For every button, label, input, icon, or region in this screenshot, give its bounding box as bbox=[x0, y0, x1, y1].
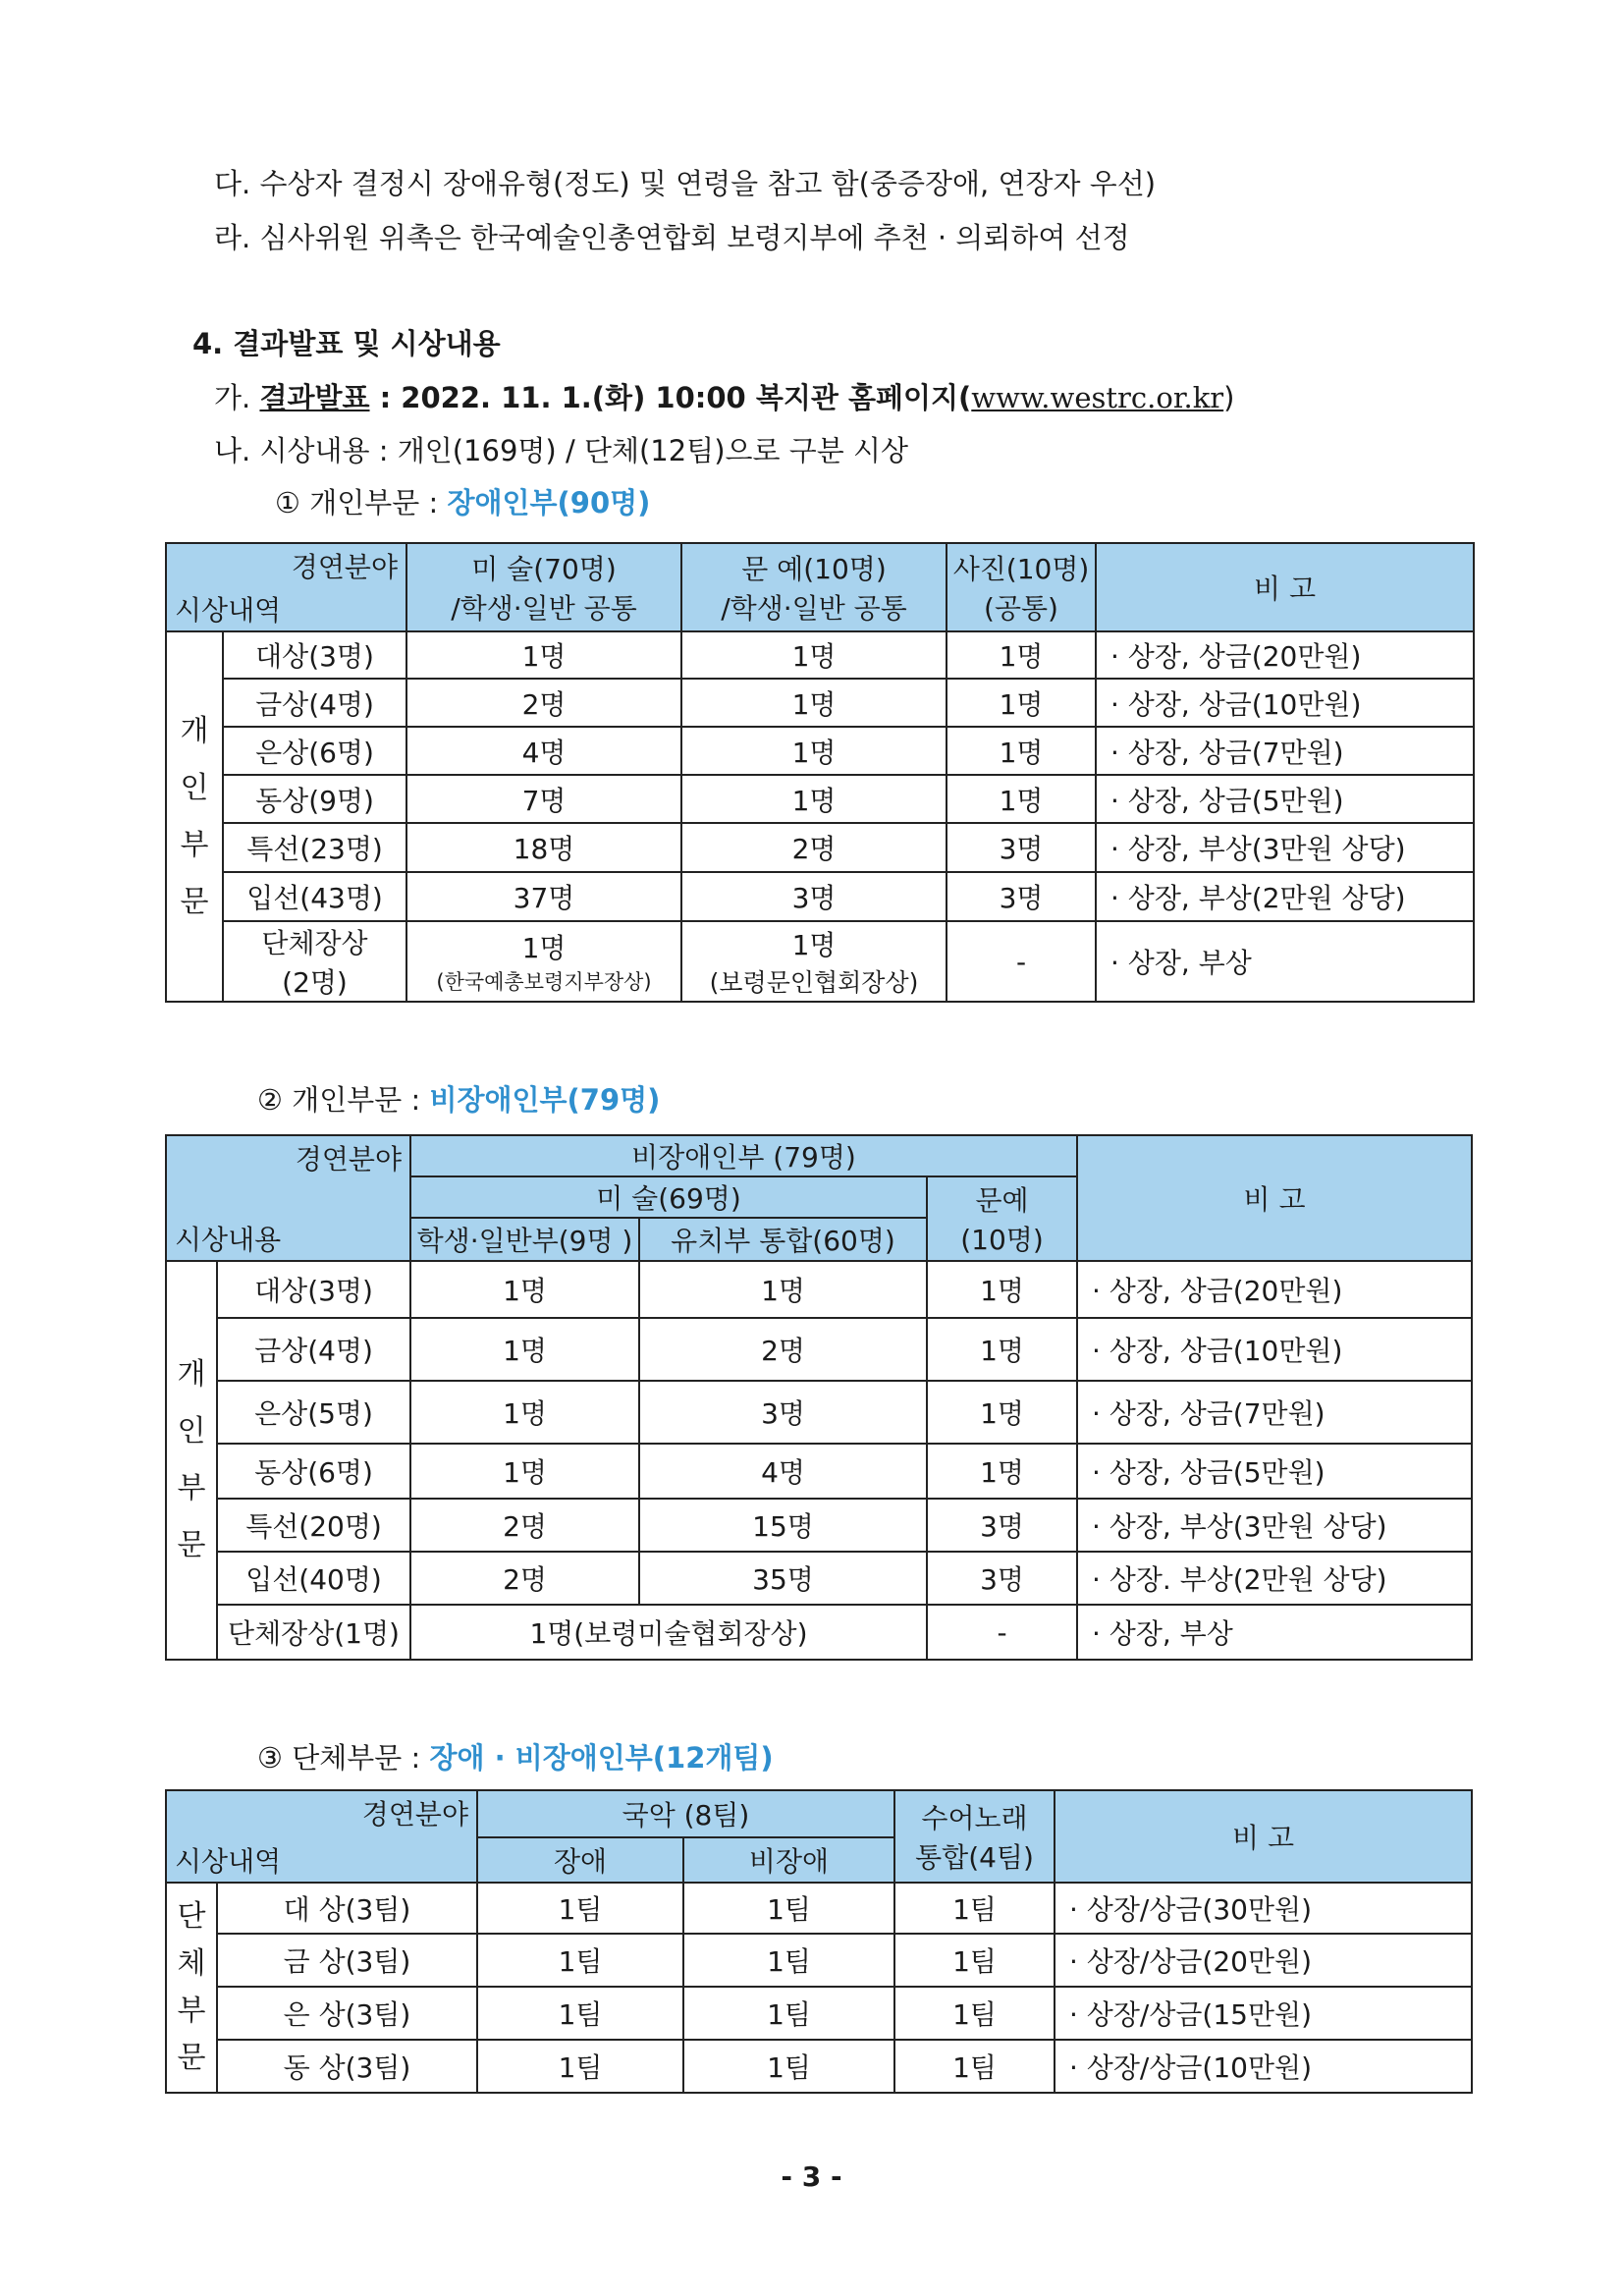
t1-col-lit: 문 예(10명) /학생·일반 공통 bbox=[681, 543, 947, 631]
ga-prefix: 가. bbox=[214, 381, 260, 414]
t1-diag-header bbox=[166, 543, 406, 631]
t2-note: · 상장, 상금(10만원) bbox=[1077, 1318, 1472, 1381]
t3-heading bbox=[257, 1736, 774, 1777]
t1-col-art: 미 술(70명) /학생·일반 공통 bbox=[406, 543, 681, 631]
t2-col-lit: 문예 (10명) bbox=[927, 1176, 1077, 1261]
t2-col-note: 비 고 bbox=[1077, 1135, 1472, 1261]
award-table-nondisabled bbox=[165, 1134, 1473, 1661]
table-row bbox=[166, 1381, 1472, 1444]
t2-note: · 상장. 부상(2만원 상당) bbox=[1077, 1552, 1472, 1605]
t3-cell: 1팀 bbox=[683, 2040, 894, 2093]
t1-cell: 1명 bbox=[681, 631, 947, 679]
t1-diag-top: 경연분야 bbox=[291, 551, 398, 583]
ga-label: 결과발표 bbox=[259, 381, 370, 414]
t2-award: 동상(6명) bbox=[217, 1444, 410, 1499]
t2-award: 입선(40명) bbox=[217, 1552, 410, 1605]
t1-note: · 상장, 상금(7만원) bbox=[1096, 727, 1474, 775]
t1-cell: 18명 bbox=[406, 823, 681, 872]
t1-cell: 4명 bbox=[406, 727, 681, 775]
t1-cell: 1명 bbox=[947, 679, 1096, 727]
t3-heading-blue: 장애 · 비장애인부(12개팀) bbox=[429, 1741, 774, 1775]
ga-text: : 2022. 11. 1.(화) 10:00 복지관 홈페이지( bbox=[369, 381, 972, 414]
t2-award: 금상(4명) bbox=[217, 1318, 410, 1381]
t2-cell: 1명 bbox=[410, 1381, 639, 1444]
t1-cell: 1명 bbox=[947, 727, 1096, 775]
t2-group-art: 1명(보령미술협회장상) bbox=[410, 1605, 927, 1660]
t2-top-header: 비장애인부 (79명) bbox=[410, 1135, 1077, 1176]
t2-diag-bottom: 시상내용 bbox=[175, 1224, 282, 1256]
t3-sub-disabled: 장애 bbox=[477, 1837, 683, 1883]
table-row bbox=[166, 921, 1474, 1002]
t3-note: · 상장/상금(30만원) bbox=[1055, 1883, 1472, 1934]
table-row bbox=[166, 872, 1474, 921]
table-row bbox=[166, 1499, 1472, 1552]
table-row bbox=[166, 1552, 1472, 1605]
table-row bbox=[166, 1987, 1472, 2040]
t1-col-note: 비 고 bbox=[1096, 543, 1474, 631]
t2-cell: 2명 bbox=[410, 1499, 639, 1552]
t2-note: · 상장, 상금(7만원) bbox=[1077, 1381, 1472, 1444]
t1-note: · 상장, 상금(20만원) bbox=[1096, 631, 1474, 679]
t3-col-note: 비 고 bbox=[1055, 1790, 1472, 1883]
t2-heading bbox=[257, 1078, 660, 1119]
table-row bbox=[166, 775, 1474, 823]
t1-heading-blue: 장애인부(90명) bbox=[447, 486, 651, 519]
t2-heading-prefix: ② 개인부문 : bbox=[257, 1083, 430, 1117]
t1-note: · 상장, 부상 bbox=[1096, 921, 1474, 1002]
t2-cell: 35명 bbox=[639, 1552, 927, 1605]
t2-award: 은상(5명) bbox=[217, 1381, 410, 1444]
t3-diag-header bbox=[166, 1790, 477, 1883]
t3-cell: 1팀 bbox=[477, 1934, 683, 1987]
item-ra: 라. 심사위원 위촉은 한국예술인총연합회 보령지부에 추천 · 의뢰하여 선정 bbox=[214, 221, 1130, 254]
t1-diag-bottom: 시상내역 bbox=[175, 594, 282, 627]
t1-award: 특선(23명) bbox=[223, 823, 406, 872]
t1-cell: 37명 bbox=[406, 872, 681, 921]
t1-note: · 상장, 상금(5만원) bbox=[1096, 775, 1474, 823]
t1-cell: 3명 bbox=[681, 872, 947, 921]
t3-note: · 상장/상금(10만원) bbox=[1055, 2040, 1472, 2093]
t1-note: · 상장, 부상(2만원 상당) bbox=[1096, 872, 1474, 921]
t3-award: 은 상(3팀) bbox=[217, 1987, 477, 2040]
t3-cell: 1팀 bbox=[894, 1883, 1055, 1934]
t1-award: 입선(43명) bbox=[223, 872, 406, 921]
t1-note: · 상장, 상금(10만원) bbox=[1096, 679, 1474, 727]
t1-cell: 7명 bbox=[406, 775, 681, 823]
t2-cell: 4명 bbox=[639, 1444, 927, 1499]
t2-cell: 3명 bbox=[927, 1552, 1077, 1605]
table-row bbox=[166, 823, 1474, 872]
t2-cell: 2명 bbox=[639, 1318, 927, 1381]
t1-note: · 상장, 부상(3만원 상당) bbox=[1096, 823, 1474, 872]
table-row bbox=[166, 1605, 1472, 1660]
t3-cell: 1팀 bbox=[894, 2040, 1055, 2093]
t1-award: 동상(9명) bbox=[223, 775, 406, 823]
t1-group-art: 1명 (한국예총보령지부장상) bbox=[406, 921, 681, 1002]
t1-cell: - bbox=[947, 921, 1096, 1002]
item-da: 다. 수상자 결정시 장애유형(정도) 및 연령을 참고 함(중증장애, 연장자 우선) bbox=[214, 167, 1157, 200]
t1-cell: 1명 bbox=[681, 679, 947, 727]
table-row bbox=[166, 727, 1474, 775]
t2-cell: 1명 bbox=[927, 1444, 1077, 1499]
t2-diag-header bbox=[166, 1135, 410, 1261]
t1-heading bbox=[275, 481, 650, 521]
award-table-group bbox=[165, 1789, 1473, 2094]
t3-cell: 1팀 bbox=[683, 1883, 894, 1934]
t3-cell: 1팀 bbox=[683, 1987, 894, 2040]
ga-close: ) bbox=[1223, 381, 1235, 414]
t3-side-label: 단 체 부 문 bbox=[166, 1883, 217, 2093]
table-row bbox=[166, 1318, 1472, 1381]
item-ga bbox=[214, 376, 1235, 416]
t3-diag-bottom: 시상내역 bbox=[175, 1845, 282, 1878]
section-4-title: 4. 결과발표 및 시상내용 bbox=[192, 327, 501, 360]
t1-cell: 2명 bbox=[681, 823, 947, 872]
t3-col-gukak: 국악 (8팀) bbox=[477, 1790, 894, 1837]
t3-note: · 상장/상금(20만원) bbox=[1055, 1934, 1472, 1987]
t3-cell: 1팀 bbox=[477, 1883, 683, 1934]
t3-award: 금 상(3팀) bbox=[217, 1934, 477, 1987]
t3-cell: 1팀 bbox=[894, 1934, 1055, 1987]
t1-cell: 1명 bbox=[406, 631, 681, 679]
t2-cell: 1명 bbox=[410, 1318, 639, 1381]
t2-cell: 15명 bbox=[639, 1499, 927, 1552]
t2-note: · 상장, 부상 bbox=[1077, 1605, 1472, 1660]
t2-cell: 1명 bbox=[927, 1261, 1077, 1318]
t2-note: · 상장, 상금(5만원) bbox=[1077, 1444, 1472, 1499]
table-row bbox=[166, 2040, 1472, 2093]
t1-cell: 1명 bbox=[681, 727, 947, 775]
t2-cell: 1명 bbox=[927, 1381, 1077, 1444]
t1-col-photo: 사진(10명) (공통) bbox=[947, 543, 1096, 631]
t1-award: 대상(3명) bbox=[223, 631, 406, 679]
t3-sub-nondisabled: 비장애 bbox=[683, 1837, 894, 1883]
t2-cell: 2명 bbox=[410, 1552, 639, 1605]
t3-cell: 1팀 bbox=[894, 1987, 1055, 2040]
t1-cell: 3명 bbox=[947, 872, 1096, 921]
t2-note: · 상장, 상금(20만원) bbox=[1077, 1261, 1472, 1318]
t1-side-label: 개 인 부 문 bbox=[166, 631, 223, 1002]
t3-award: 동 상(3팀) bbox=[217, 2040, 477, 2093]
t1-award: 금상(4명) bbox=[223, 679, 406, 727]
t2-heading-blue: 비장애인부(79명) bbox=[429, 1083, 661, 1117]
t1-group-lit: 1명 (보령문인협회장상) bbox=[681, 921, 947, 1002]
t2-note: · 상장, 부상(3만원 상당) bbox=[1077, 1499, 1472, 1552]
t2-cell: 1명 bbox=[410, 1444, 639, 1499]
t2-col-art: 미 술(69명) bbox=[410, 1176, 927, 1218]
t1-cell: 1명 bbox=[947, 631, 1096, 679]
page-number: - 3 - bbox=[781, 2160, 842, 2193]
t2-cell: - bbox=[927, 1605, 1077, 1660]
t1-award: 은상(6명) bbox=[223, 727, 406, 775]
t3-diag-top: 경연분야 bbox=[361, 1798, 468, 1831]
t3-cell: 1팀 bbox=[683, 1934, 894, 1987]
t2-award: 특선(20명) bbox=[217, 1499, 410, 1552]
t2-sub-general: 학생·일반부(9명 ) bbox=[410, 1218, 639, 1261]
ga-url-link[interactable]: www.westrc.or.kr bbox=[971, 381, 1224, 414]
t1-group-award: 단체장상 (2명) bbox=[223, 921, 406, 1002]
item-na: 나. 시상내용 : 개인(169명) / 단체(12팀)으로 구분 시상 bbox=[214, 434, 909, 467]
t3-cell: 1팀 bbox=[477, 2040, 683, 2093]
t3-cell: 1팀 bbox=[477, 1987, 683, 2040]
table-row bbox=[166, 1934, 1472, 1987]
t1-cell: 1명 bbox=[947, 775, 1096, 823]
t2-group-award: 단체장상(1명) bbox=[217, 1605, 410, 1660]
t2-cell: 1명 bbox=[639, 1261, 927, 1318]
table-row bbox=[166, 1444, 1472, 1499]
t2-cell: 1명 bbox=[927, 1318, 1077, 1381]
t3-note: · 상장/상금(15만원) bbox=[1055, 1987, 1472, 2040]
t2-award: 대상(3명) bbox=[217, 1261, 410, 1318]
t1-cell: 2명 bbox=[406, 679, 681, 727]
t1-cell: 3명 bbox=[947, 823, 1096, 872]
award-table-disabled bbox=[165, 542, 1475, 1003]
t1-cell: 1명 bbox=[681, 775, 947, 823]
t1-heading-prefix: ① 개인부문 : bbox=[275, 486, 448, 519]
t2-cell: 3명 bbox=[639, 1381, 927, 1444]
t2-sub-kids: 유치부 통합(60명) bbox=[639, 1218, 927, 1261]
t2-side-label: 개 인 부 문 bbox=[166, 1261, 217, 1660]
t3-col-sign: 수어노래 통합(4팀) bbox=[894, 1790, 1055, 1883]
t2-cell: 3명 bbox=[927, 1499, 1077, 1552]
table-row bbox=[166, 679, 1474, 727]
t3-heading-prefix: ③ 단체부문 : bbox=[257, 1741, 430, 1775]
t3-award: 대 상(3팀) bbox=[217, 1883, 477, 1934]
t2-diag-top: 경연분야 bbox=[295, 1143, 402, 1175]
t2-cell: 1명 bbox=[410, 1261, 639, 1318]
